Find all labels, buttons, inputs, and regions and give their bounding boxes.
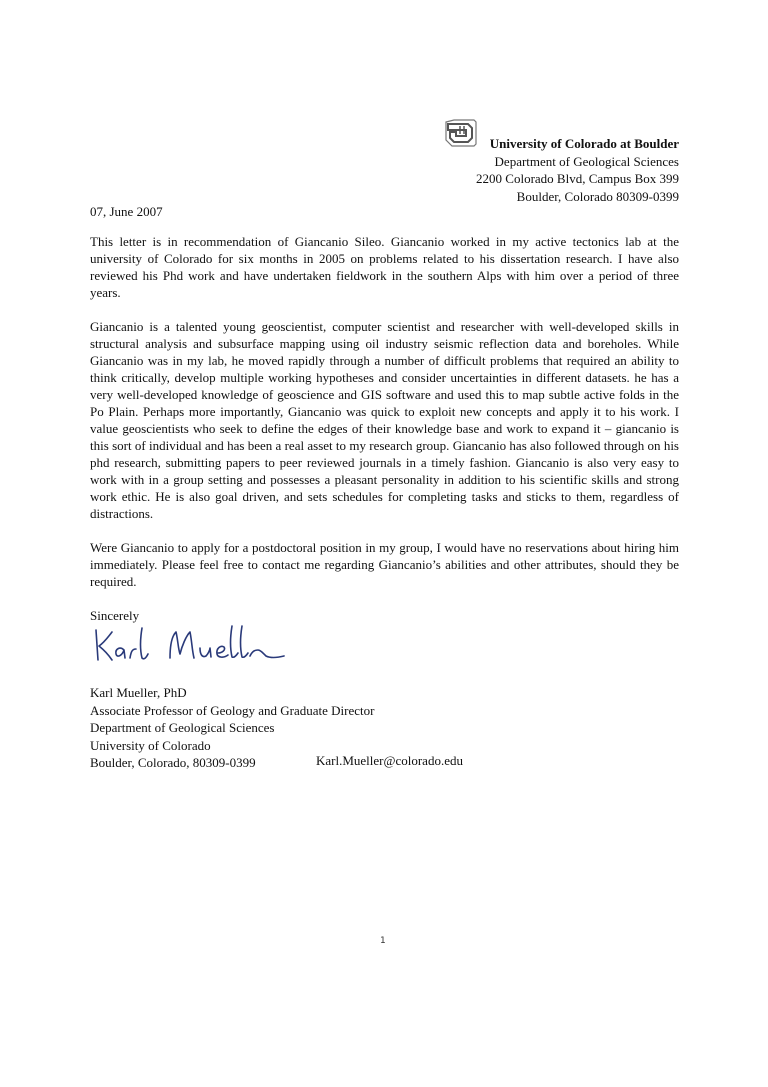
signer-email[interactable]: Karl.Mueller@colorado.edu [316,753,463,768]
signer-title: Associate Professor of Geology and Graduate Director [90,702,375,718]
letter-date: 07, June 2007 [90,204,163,219]
page-number: 1 [380,936,386,946]
letterhead-address-line-2: Boulder, Colorado 80309-0399 [516,188,679,204]
body-paragraph: Giancanio is a talented young geoscientist, computer scientist and researcher with well-developed skills in structural analysis and subsurface mapping using oil industry seismic reflection data and boreholes. While Giancanio was in my lab, he moved rapidly through a number of difficult problems that required an ability to think critically, develop multiple working hypotheses and consider uncertainties in different datasets. he has a very well-developed knowledge of geoscience and GIS software and used this to map subtle active folds in the Po Plain. Perhaps more importantly, Giancanio was quick to exploit new concepts and apply it to his work. I value geoscientists who seek to define the edges of their knowledge base and work to expand it – giancanio is this sort of individual and has been a real asset to my research group. Giancanio has also followed through on his phd research, submitting papers to peer reviewed journals in a timely fashion. Giancanio is also very easy to work with in a group setting and possesses a pleasant personality in addition to his scientific skills and strong work ethic. He is also goal driven, and sets schedules for completing tasks and sticks to them, regardless of distractions. [90,319,679,521]
letterhead-department: Department of Geological Sciences [494,153,679,169]
signer-city: Boulder, Colorado, 80309-0399 [90,755,256,770]
signer-university: University of Colorado [90,737,211,753]
handwritten-signature [90,620,290,666]
cu-logo-icon [444,118,478,148]
letterhead-address-line-1: 2200 Colorado Blvd, Campus Box 399 [476,171,679,186]
closing: Sincerely [90,608,140,623]
signer-department: Department of Geological Sciences [90,720,275,735]
letter-body [90,233,679,641]
body-paragraph: This letter is in recommendation of Giancanio Sileo. Giancanio worked in my active tectonics lab at the university of Colorado for six months in 2005 on problems related to his dissertation research. I have also reviewed his Phd work and have undertaken fieldwork in the southern Alps with him over a period of three years. [90,234,679,300]
letterhead-university: University of Colorado at Boulder [489,136,679,151]
body-paragraph: Were Giancanio to apply for a postdoctoral position in my group, I would have no reservations about hiring him immediately. Please feel free to contact me regarding Giancanio’s abilities and other attributes, should they be required. [90,540,679,589]
letterhead [476,135,679,205]
signer-name: Karl Mueller, PhD [90,685,187,700]
